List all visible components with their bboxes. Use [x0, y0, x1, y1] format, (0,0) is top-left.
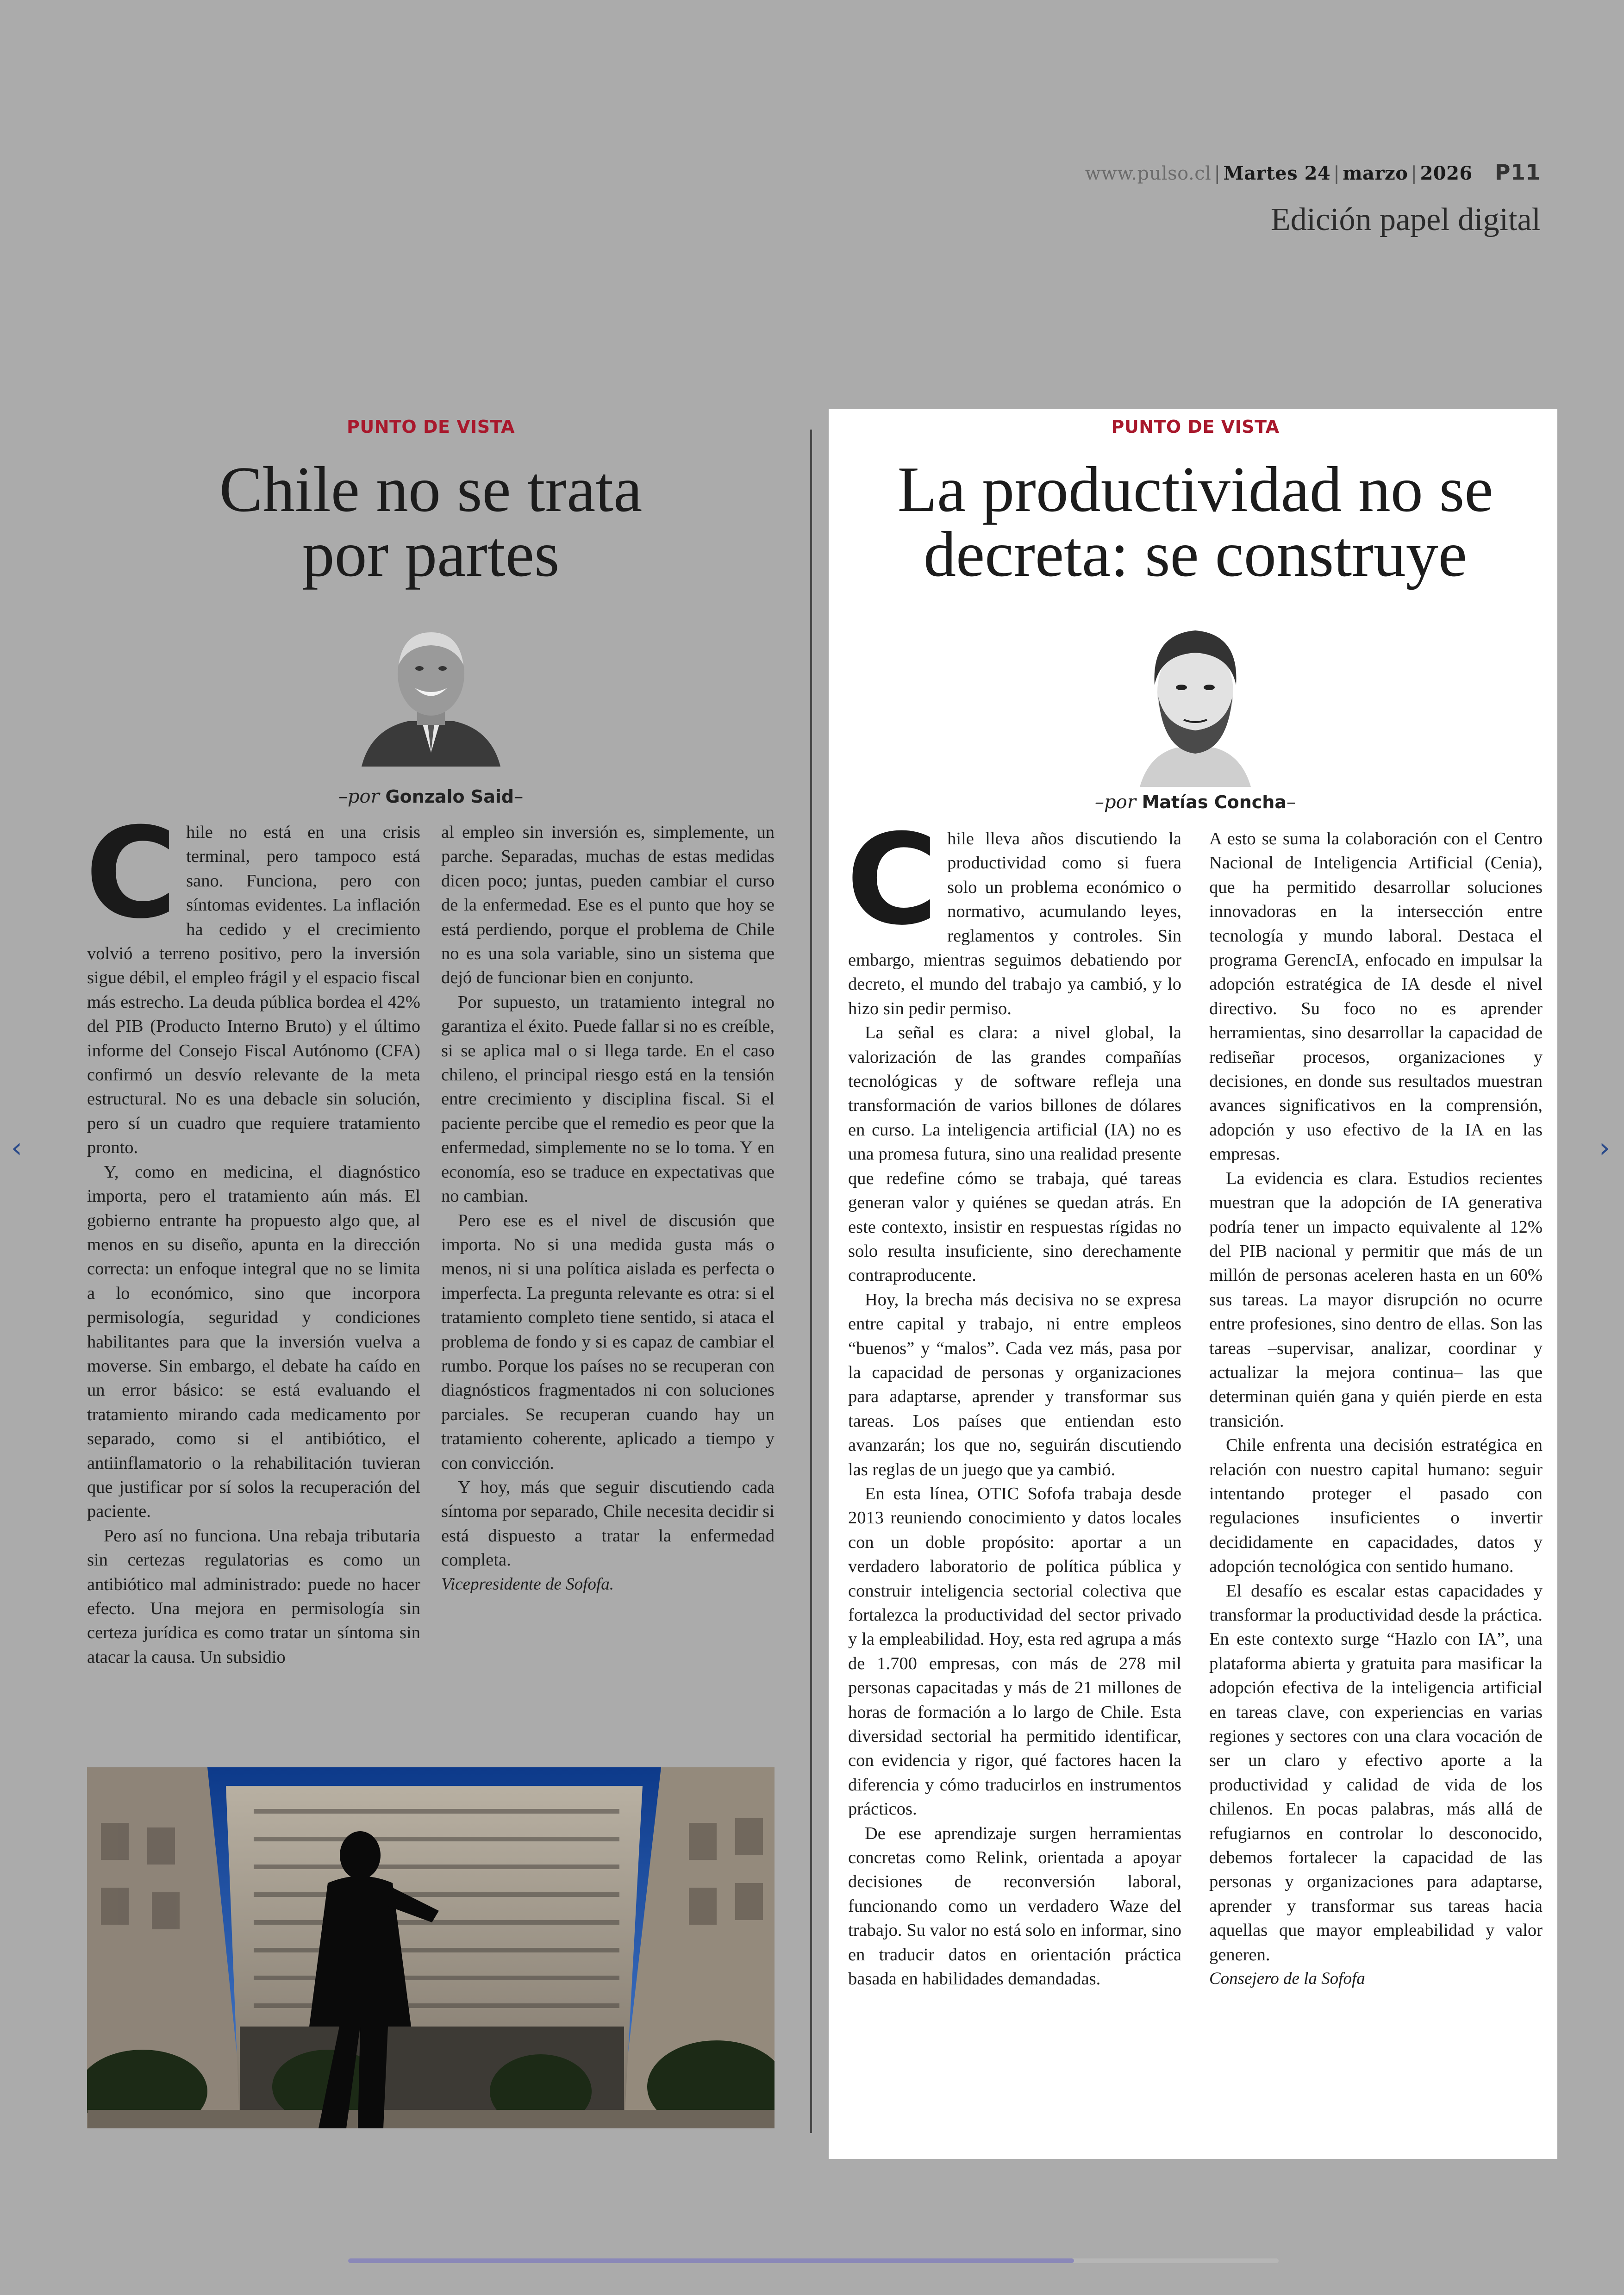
paragraph — [85, 800, 420, 1160]
author-portrait — [352, 614, 510, 767]
drop-cap: C — [85, 800, 177, 946]
paragraph: Pero así no funciona. Una rebaja tributaria sin certezas regulatorias es como un antibiótico mal administrado: puede no hacer efecto. Una mejora en permisología sin certeza jurídica es como tratar un síntoma sin atacar la causa. Un subsidio — [87, 1526, 420, 1667]
section-kicker: PUNTO DE VISTA — [1111, 417, 1280, 437]
reading-progress-bar[interactable] — [348, 2258, 1279, 2263]
edition-label: Edición papel digital — [1270, 202, 1541, 237]
paragraph: De ese aprendizaje surgen herramientas concretas como Relink, orientada a apoyar decisiones de reconversión laboral, funcionando como un verdadero Waze del trabajo. Su valor no está solo en informar, sino en traducir datos en orientación práctica basada en habilidades demandadas. — [848, 1823, 1181, 1989]
article-right — [848, 417, 1543, 1991]
chevron-right-icon[interactable]: › — [1599, 1132, 1610, 1164]
paragraph: Y hoy, más que seguir discutiendo cada síntoma por separado, Chile necesita decidir si está dispuesto a tratar la enfermedad completa. — [441, 1477, 775, 1570]
date-day: Martes 24 — [1223, 162, 1331, 184]
dateline: www.pulso.cl | Martes 24 | marzo | 2026 P11 — [1085, 160, 1541, 185]
article-body — [846, 807, 1543, 1991]
text-column — [85, 800, 420, 1669]
byline-suffix: – — [1286, 792, 1296, 813]
article-headline — [87, 454, 775, 590]
author-name: Matías Concha — [1142, 792, 1287, 812]
article-left — [87, 417, 775, 1669]
byline — [87, 786, 775, 807]
headline-line: La productividad no se — [897, 454, 1493, 525]
paragraph: En esta línea, OTIC Sofofa trabaja desde 2013 reuniendo conocimiento y datos locales con un doble propósito: aportar a un verdadero laboratorio de política pública y construir inteligencia sectorial colectiva que fortalezca la productividad del sector privado y la empleabilidad. Hoy, esta red agrupa a más de 1.700 empresas, con más de 278 mil personas capacitadas y más de 21 millones de horas de formación a lo largo de Chile. Esta diversidad sectorial ha permitido identificar, con evidencia y rigor, qué factores hacen la diferencia y cómo traducirlos en instrumentos prácticos. — [848, 1484, 1181, 1819]
section-kicker: PUNTO DE VISTA — [347, 417, 515, 437]
paragraph: Por supuesto, un tratamiento integral no garantiza el éxito. Puede fallar si no es creíble, si se aplica mal o si llega tarde. En el caso chileno, el principal riesgo está en la tensión entre crecimiento y disciplina fiscal. Si el paciente percibe que el remedio es peor que la enfermedad, simplemente no se lo toma. Y en economía, eso se traduce en expectativas que no cambian. — [441, 992, 775, 1206]
paragraph: Hoy, la brecha más decisiva no se expresa entre capital y trabajo, ni entre empleos “buenos” y “malos”. Cada vez más, pasa por la capacidad de personas y organizaciones para adaptarse, aprender y transformar sus tareas. Los países que entiendan esto avanzarán; los que no, seguirán discutiendo las reglas de un juego que ya cambió. — [848, 1290, 1181, 1479]
headline-line: Chile no se trata — [219, 454, 643, 525]
byline-prefix: –por — [338, 786, 380, 807]
page-number: P11 — [1494, 160, 1541, 185]
paragraph: La evidencia es clara. Estudios recientes muestran que la adopción de IA generativa podría tener un impacto equivalente al 12% del PIB nacional y permitir que más de un millón de personas aceleren hasta en un 60% sus tareas. La mayor disrupción no ocurre entre profesiones, sino dentro de ellas. Son las tareas –supervisar, analizar, coordinar y actualizar la mejora continua– las que determinan quién gana y quién pierde en esta transición. — [1209, 1168, 1543, 1431]
article-photo — [87, 1767, 775, 2128]
paragraph: Chile enfrenta una decisión estratégica en relación con nuestro capital humano: seguir intentando proteger el pasado con regulaciones insuficientes o invertir decididamente en capacidades, datos y adopción tecnológica con sentido humano. — [1209, 1435, 1543, 1577]
paragraph: al empleo sin inversión es, simplemente, un parche. Separadas, muchas de estas medidas dicen poco; juntas, pueden cambiar el curso de la enfermedad. Ese es el punto que hoy se está perdiendo, porque el problema de Chile no es una sola variable, sino un sistema que dejó de funcionar bien en conjunto. — [441, 823, 775, 988]
paragraph: A esto se suma la colaboración con el Centro Nacional de Inteligencia Artificial (Cenia), que ha permitido desarrollar soluciones innovadoras en la intersección entre tecnología y mundo laboral. Destaca el programa GerencIA, enfocado en impulsar la adopción estratégica de IA desde el nivel directivo. Su foco no es aprender herramientas, sino desarrollar la capacidad de rediseñar procesos, organizaciones y decisiones, en donde sus resultados muestran avances significativos en la comprensión, adopción y uso efectivo de la IA en las empresas. — [1209, 829, 1543, 1164]
site-url[interactable]: www.pulso.cl — [1085, 163, 1212, 184]
text-column — [1209, 827, 1543, 1991]
paragraph-text: hile no está en una crisis terminal, pero tampoco está sano. Funciona, pero con síntomas evidentes. La inflación ha cedido y el crecimiento volvió a terreno positivo, pero la inversión sigue débil, el empleo frágil y el espacio fiscal más estrecho. La deuda pública bordea el 42% del PIB (Producto Interno Bruto) y el último informe del Consejo Fiscal Autónomo (CFA) confirmó un desvío relevante de la meta estructural. No es una debacle sin solución, pero sí un cuadro que requiere tratamiento pronto. — [87, 823, 420, 1158]
article-headline — [848, 454, 1543, 590]
byline — [848, 792, 1543, 813]
paragraph: El desafío es escalar estas capacidades y transformar la productividad desde la práctica. En este contexto surge “Hazlo con IA”, una plataforma abierta y gratuita para masificar la adopción efectiva de la inteligencia artificial en tareas clave, con experiencias en varias regiones y sectores con una clara vocación de ser un claro y efectivo aporte a la productividad y calidad de vida de los chilenos. En pocas palabras, más allá de refugiarnos en controlar lo desconocido, debemos fortalecer la capacidad de las personas y organizaciones para adaptarse, aprender y transformar sus tareas hacia aquellas que mayor empleabilidad y valor generen. — [1209, 1581, 1543, 1964]
paragraph-text: hile lleva años discutiendo la productividad como si fuera solo un problema económico o normativo, acumulando leyes, reglamentos y controles. Sin embargo, mientras seguimos debatiendo por decreto, el mundo del trabajo ya cambió, y lo hizo sin pedir permiso. — [848, 829, 1181, 1018]
author-signature: Consejero de la Sofofa — [1209, 1969, 1365, 1989]
byline-prefix: –por — [1095, 792, 1136, 813]
headline-line: por partes — [302, 518, 560, 590]
paragraph: Pero ese es el nivel de discusión que importa. No si una medida gusta más o menos, ni si una política aislada es perfecta o imperfecta. La pregunta relevante es otra: si el tratamiento completo tiene sentido, si ataca el problema de fondo y si es capaz de cambiar el rumbo. Porque los países no se recuperan con diagnósticos fragmentados ni con soluciones parciales. Se recuperan cuando hay un tratamiento coherente, aplicado a tiempo y con convicción. — [441, 1210, 775, 1473]
author-signature: Vicepresidente de Sofofa. — [441, 1574, 614, 1594]
text-column — [846, 807, 1181, 1991]
date-year: 2026 — [1420, 162, 1473, 184]
author-portrait — [1126, 616, 1265, 787]
drop-cap: C — [846, 807, 938, 953]
author-name: Gonzalo Said — [385, 786, 514, 807]
reading-progress-fill — [348, 2258, 1074, 2263]
chevron-left-icon[interactable]: ‹ — [11, 1132, 22, 1164]
column-divider — [810, 430, 812, 2133]
date-month: marzo — [1343, 162, 1408, 184]
paragraph: La señal es clara: a nivel global, la valorización de las grandes compañías tecnológicas y de software refleja una transformación de varios billones de dólares en curso. La inteligencia artificial (IA) no es una promesa futura, sino una realidad presente que redefine cómo se trabaja, qué tareas generan valor y quiénes se quedan atrás. En este contexto, insistir en respuestas rígidas no solo resulta insuficiente, sino derechamente contraproducente. — [848, 1023, 1181, 1285]
paragraph — [846, 807, 1181, 1021]
article-body — [85, 800, 775, 1669]
text-column — [441, 820, 775, 1669]
paragraph: Y, como en medicina, el diagnóstico importa, pero el tratamiento aún más. El gobierno entrante ha propuesto algo que, al menos en su diseño, apunta en la dirección correcta: un enfoque integral que no se limita a lo económico, sino que incorpora permisología, seguridad y condiciones habilitantes para que la inversión vuelva a moverse. Sin embargo, el debate ha caído en un error básico: se está evaluando el tratamiento mirando cada medicamento por separado, como si el antibiótico, el antiinflamatorio o la rehabilitación tuvieran que justificar por sí solos la recuperación del paciente. — [87, 1162, 420, 1522]
headline-line: decreta: se construye — [924, 518, 1467, 590]
byline-suffix: – — [514, 786, 524, 807]
masthead — [893, 160, 1541, 238]
